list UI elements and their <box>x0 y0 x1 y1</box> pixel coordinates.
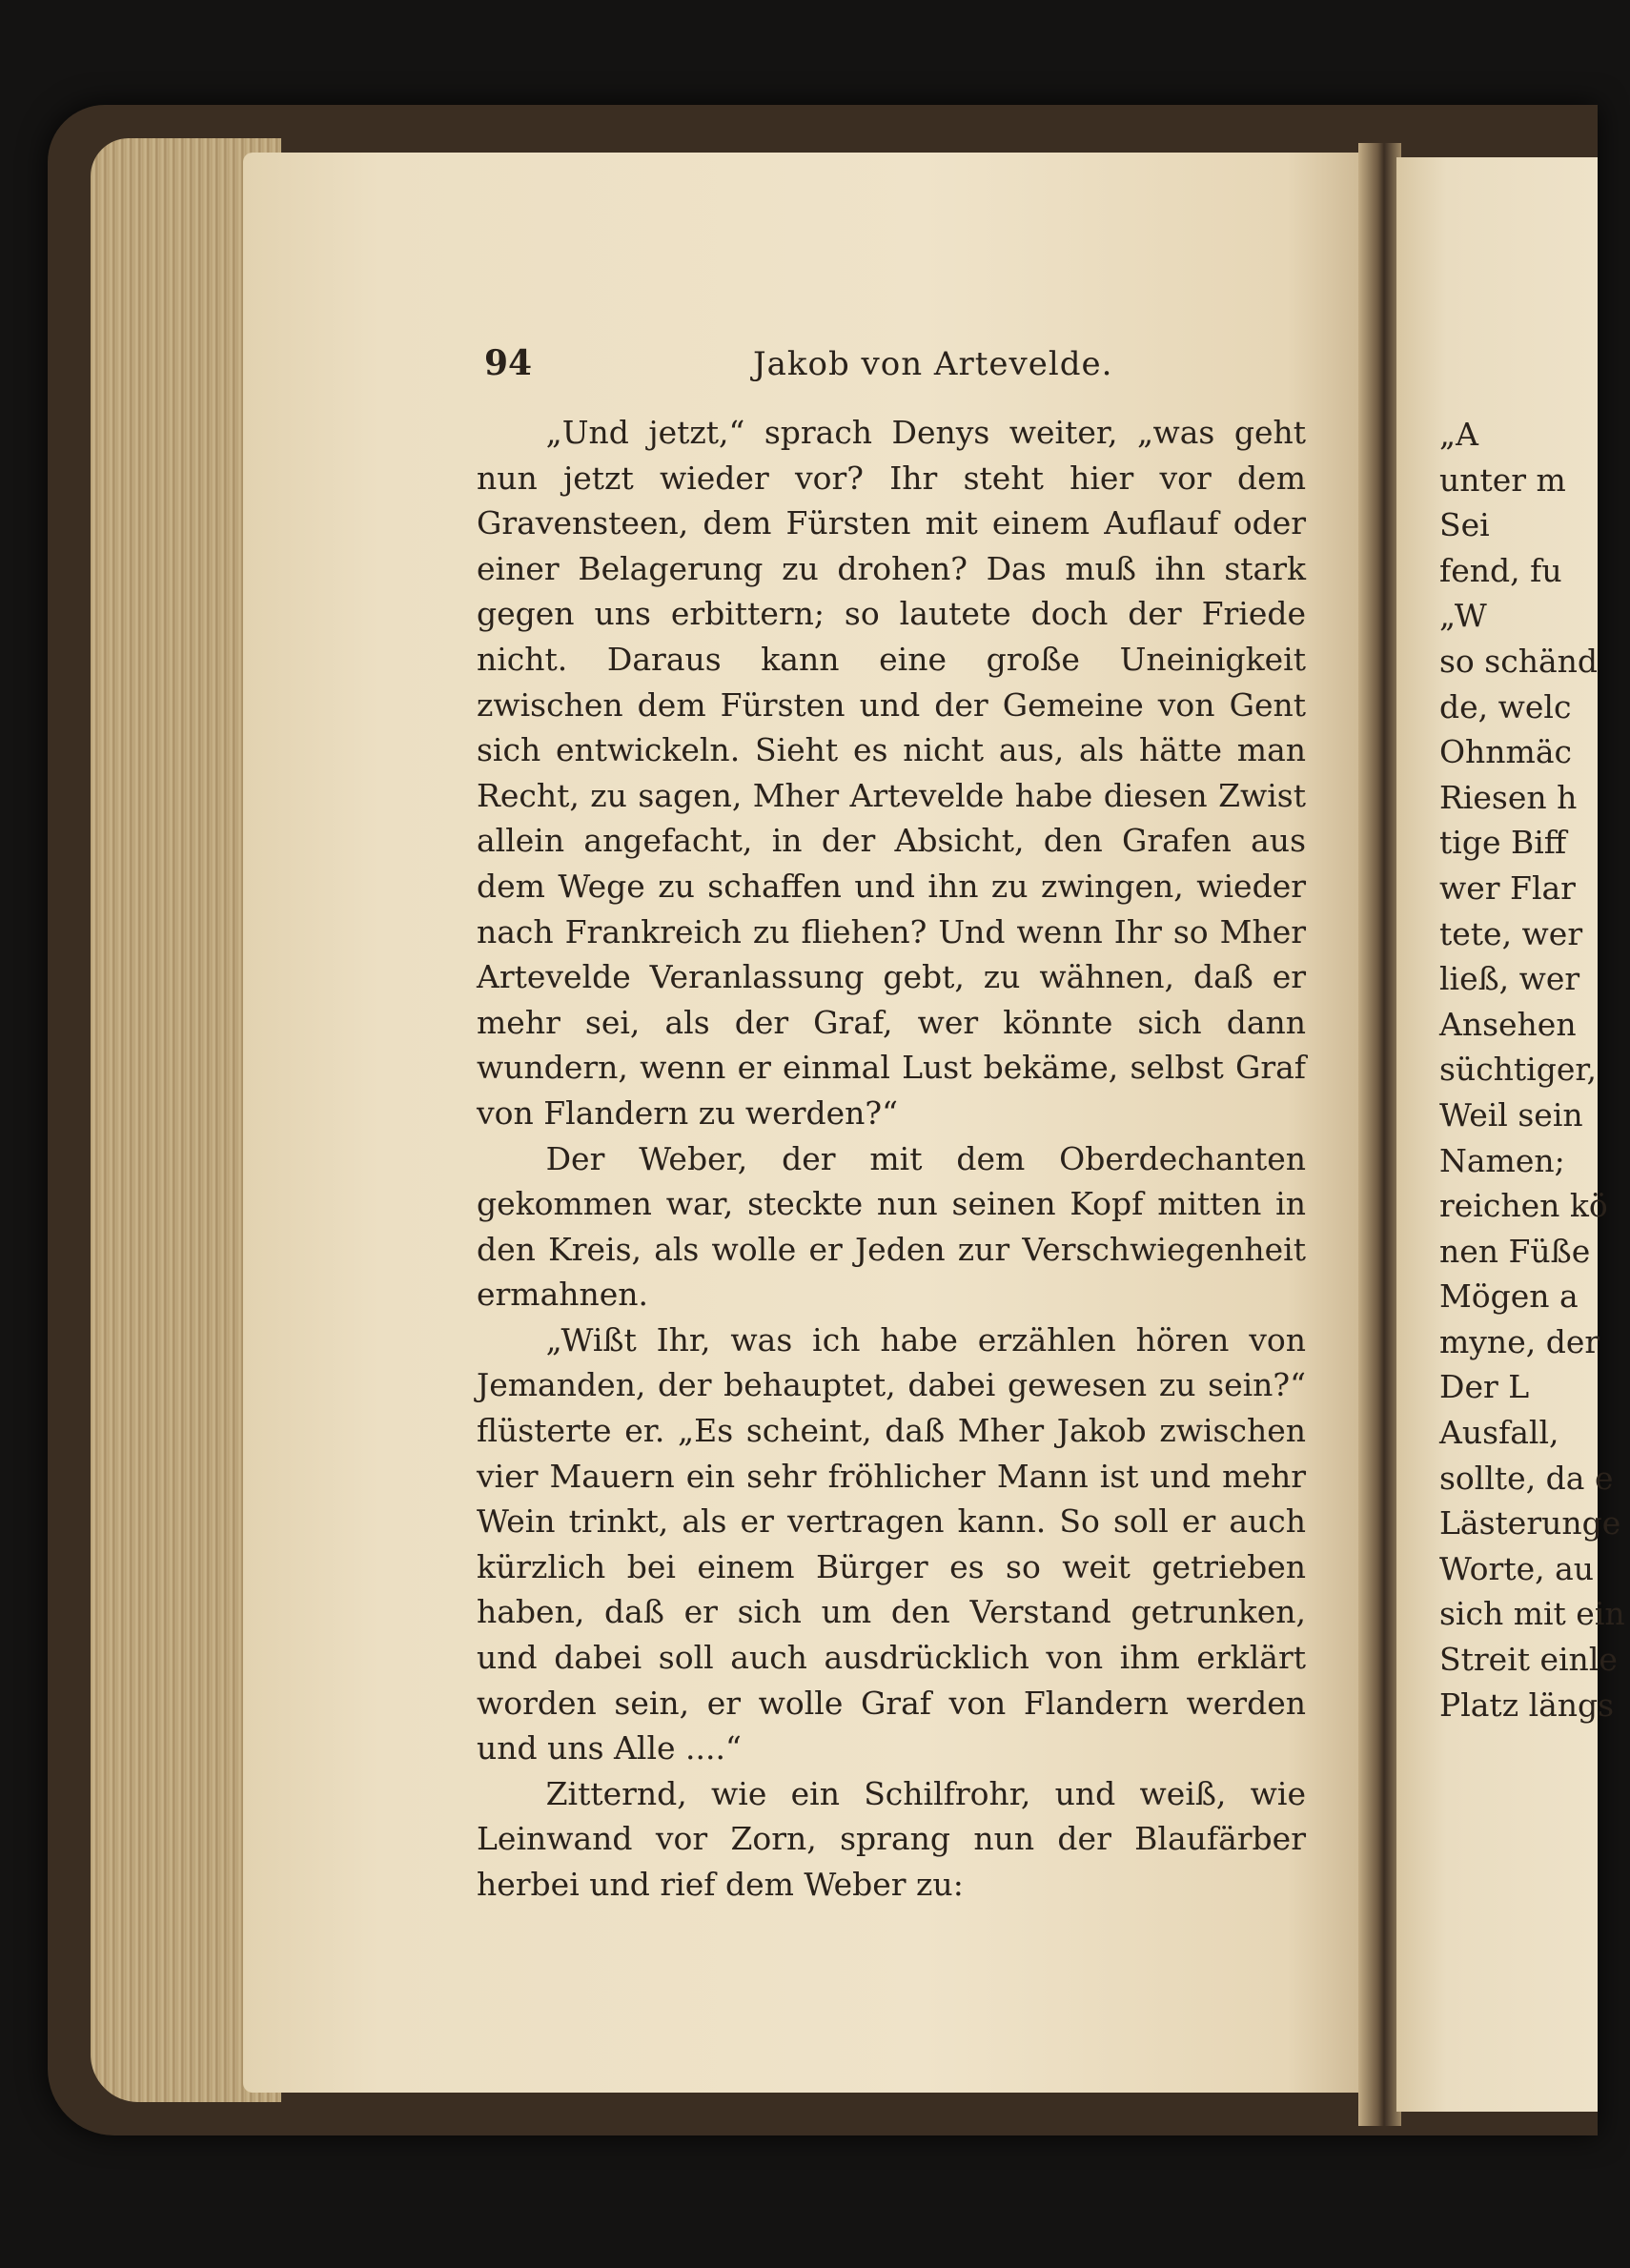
line-fragment: Lästerunge <box>1439 1504 1621 1543</box>
running-title: Jakob von Artevelde. <box>753 345 1113 383</box>
line-fragment: süchtiger, <box>1439 1051 1598 1089</box>
book-gutter <box>1358 143 1401 2126</box>
line-fragment: de, welc <box>1439 687 1572 725</box>
right-page-text <box>1439 412 1630 1727</box>
line-fragment: Sei <box>1439 506 1490 544</box>
line-fragment: Namen; <box>1439 1141 1565 1179</box>
line-fragment: „A <box>1439 416 1478 453</box>
paragraph: „Und jetzt,“ sprach Denys weiter, „was geht nun jetzt wieder vor? Ihr steht hier vor dem Gravensteen, dem Fürsten mit einem Auflauf oder einer Belagerung zu drohen? Das muß ihn stark gegen uns erbittern; so lautete doch der Friede nicht. Daraus kann eine große Uneinigkeit zwischen dem Fürsten und der Gemeine von Gent sich entwickeln. Sieht es nicht aus, als hätte man Recht, zu sagen, Mher Artevelde habe diesen Zwist allein angefacht, in der Absicht, den Grafen aus dem Wege zu schaffen und ihn zu zwingen, wieder nach Frankreich zu fliehen? Und wenn Ihr so Mher Artevelde Veranlassung gebt, zu wähnen, daß er mehr sei, als der Graf, wer könnte sich dann wundern, wenn er einmal Lust bekäme, selbst Graf von Flandern zu werden?“ <box>477 414 1306 1132</box>
line-fragment: Ausfall, <box>1439 1414 1559 1452</box>
line-fragment: so schänd <box>1439 642 1599 680</box>
line-fragment: ließ, wer <box>1439 960 1580 998</box>
paragraph: Zitternd, wie ein Schilfrohr, und weiß, wie Leinwand vor Zorn, sprang nun der Blaufärber herbei und rief dem Weber zu: <box>477 1774 1306 1903</box>
line-fragment: sollte, da e <box>1439 1459 1614 1497</box>
line-fragment: Mögen a <box>1439 1277 1579 1316</box>
left-page-body <box>477 410 1306 1908</box>
line-fragment: Platz längs <box>1439 1686 1615 1724</box>
line-fragment: Riesen h <box>1439 778 1578 816</box>
line-fragment: Ansehen <box>1439 1005 1577 1043</box>
line-fragment: unter m <box>1439 460 1566 499</box>
line-fragment: sich mit ein <box>1439 1595 1625 1633</box>
line-fragment: Worte, au <box>1439 1549 1595 1587</box>
line-fragment: reichen kö <box>1439 1187 1608 1225</box>
line-fragment: tete, wer <box>1439 914 1583 952</box>
line-fragment: tige Biff <box>1439 824 1567 862</box>
line-fragment: nen Füße <box>1439 1232 1591 1270</box>
line-fragment: Der L <box>1439 1368 1530 1406</box>
paragraph: Der Weber, der mit dem Oberdechanten gekommen war, steckte nun seinen Kopf mitten in den Kreis, als wolle er Jeden zur Verschwiegenheit ermahnen. <box>477 1139 1306 1314</box>
line-fragment: fend, fu <box>1439 551 1562 589</box>
line-fragment: myne, der <box>1439 1322 1600 1360</box>
line-fragment: Streit einle <box>1439 1641 1618 1679</box>
line-fragment: „W <box>1439 597 1487 635</box>
paragraph: „Wißt Ihr, was ich habe erzählen hören von Jemanden, der behauptet, dabei gewesen zu sein?“ flüsterte er. „Es scheint, daß Mher Jakob zwischen vier Mauern ein sehr fröhlicher Mann ist und mehr Wein trinkt, als er vertragen kann. So soll er auch kürzlich bei einem Bürger es so weit getrieben haben, daß er sich um den Verstand getrunken, und dabei soll auch ausdrücklich von ihm erklärt worden sein, er wolle Graf von Flandern werden und uns Alle ....“ <box>477 1320 1306 1767</box>
line-fragment: wer Flar <box>1439 868 1576 907</box>
line-fragment: Weil sein <box>1439 1095 1583 1134</box>
line-fragment: Ohnmäc <box>1439 733 1573 771</box>
page-number: 94 <box>484 343 533 383</box>
